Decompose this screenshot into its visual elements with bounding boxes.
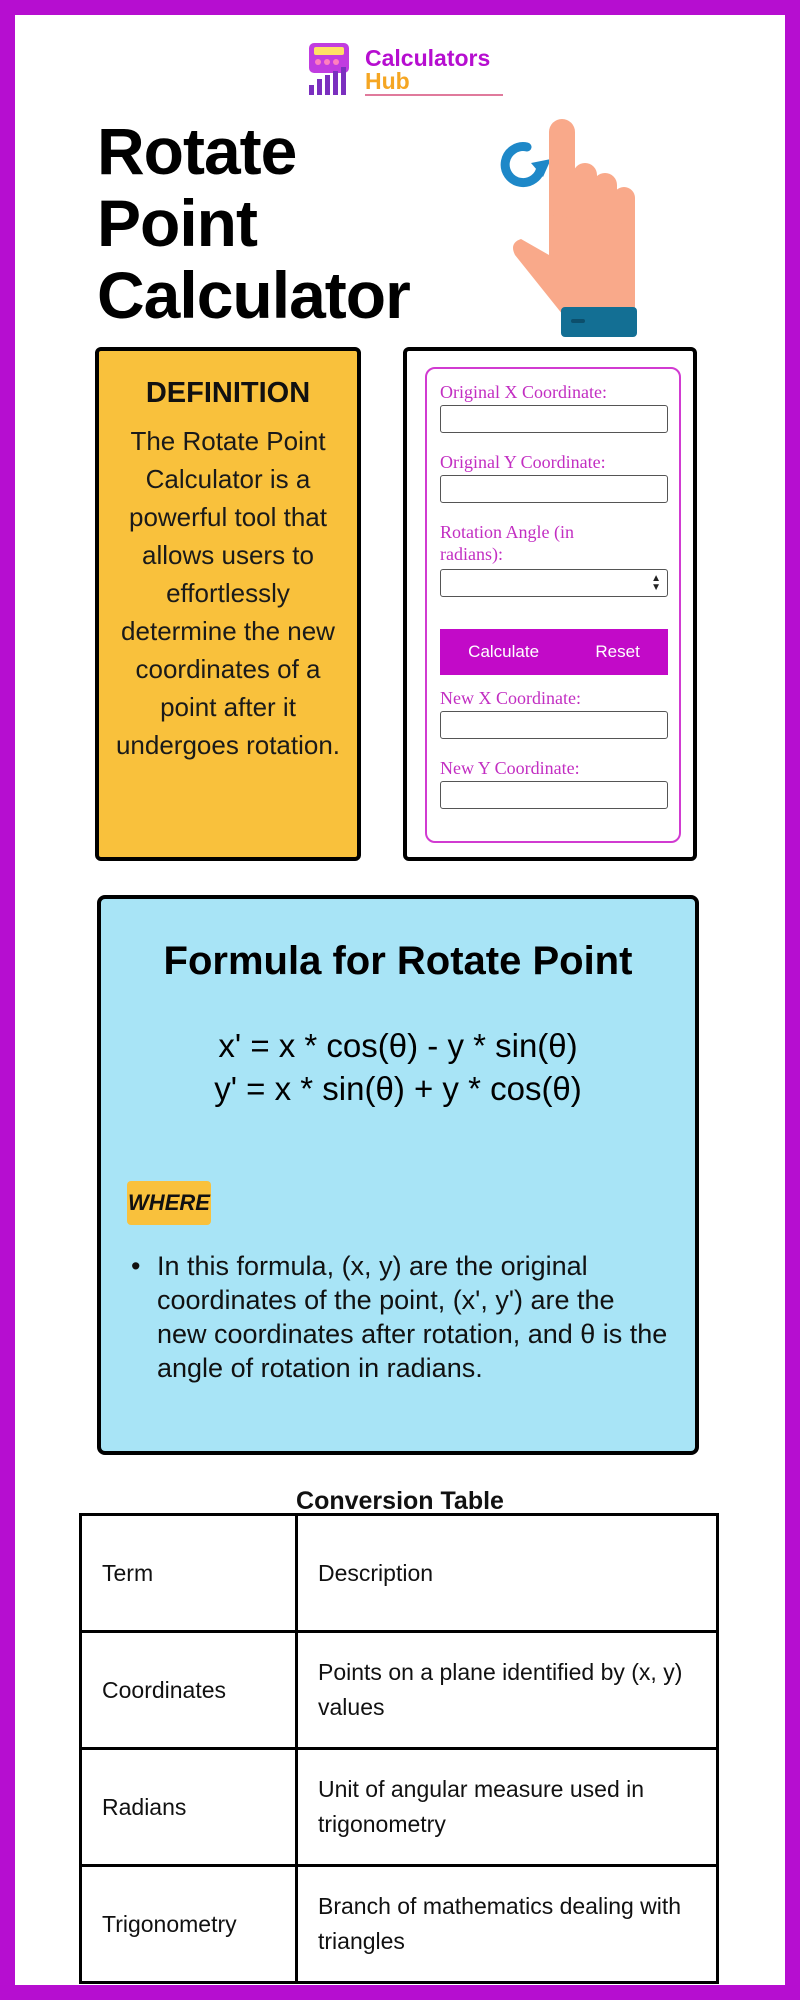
- table-heading: Conversion Table: [296, 1487, 504, 1515]
- table-cell: Points on a plane identified by (x, y) values: [297, 1632, 718, 1749]
- calculator-form: [425, 367, 681, 843]
- table-cell: Branch of mathematics dealing with triangles: [297, 1866, 718, 1983]
- new-y-output[interactable]: [440, 781, 668, 809]
- table-cell: Trigonometry: [81, 1866, 297, 1983]
- original-y-input[interactable]: [440, 475, 668, 503]
- table-cell: Term: [81, 1515, 297, 1632]
- table-row: [81, 1632, 718, 1749]
- table-cell: Unit of angular measure used in trigonometry: [297, 1749, 718, 1866]
- page-title-line1: Rotate: [97, 114, 297, 188]
- brand-name: [365, 47, 490, 93]
- definition-text: The Rotate Point Calculator is a powerful tool that allows users to effortlessly determine the new coordinates of a point after it undergoes rotation.: [115, 426, 341, 760]
- table-row: [81, 1866, 718, 1983]
- original-x-label: Original X Coordinate:: [440, 382, 607, 402]
- table-cell: Description: [297, 1515, 718, 1632]
- table-cell: Coordinates: [81, 1632, 297, 1749]
- formula-explanation-list: [131, 1249, 671, 1385]
- calculator-button-bar: [440, 629, 668, 675]
- page: [15, 15, 785, 1985]
- table-row: [81, 1515, 718, 1632]
- formula-heading: Formula for Rotate Point: [163, 939, 633, 983]
- rotate-hand-icon: [475, 115, 655, 355]
- new-x-output[interactable]: [440, 711, 668, 739]
- brand-underline: [365, 94, 503, 96]
- original-y-label: Original Y Coordinate:: [440, 452, 606, 472]
- rotation-angle-label: Rotation Angle (in radians):: [440, 522, 574, 564]
- formula-equations: [101, 1024, 695, 1110]
- formula-card: [97, 895, 699, 1455]
- reset-button[interactable]: Reset: [595, 642, 640, 661]
- number-spinner-icon[interactable]: ▲ ▼: [651, 573, 661, 593]
- definition-card: [95, 347, 361, 861]
- brand-name-line2: Hub: [365, 68, 410, 94]
- brand-name-line1: Calculators: [365, 45, 491, 71]
- page-title: [97, 115, 410, 331]
- calculate-button[interactable]: Calculate: [468, 642, 540, 661]
- chart-logo-icon: [305, 39, 355, 99]
- page-title-line2: Point: [97, 186, 257, 260]
- conversion-table: [79, 1513, 719, 1984]
- new-y-label: New Y Coordinate:: [440, 758, 580, 778]
- where-badge: WHERE: [127, 1181, 211, 1225]
- formula-equation-x: x' = x * cos(θ) - y * sin(θ): [218, 1027, 578, 1064]
- table-cell: Radians: [81, 1749, 297, 1866]
- new-x-label: New X Coordinate:: [440, 688, 581, 708]
- definition-heading: DEFINITION: [145, 377, 311, 409]
- original-x-input[interactable]: [440, 405, 668, 433]
- brand-logo[interactable]: [305, 39, 505, 103]
- formula-equation-y: y' = x * sin(θ) + y * cos(θ): [214, 1070, 582, 1107]
- page-title-line3: Calculator: [97, 258, 410, 332]
- rotation-angle-input[interactable]: [440, 569, 668, 597]
- calculator-card: [403, 347, 697, 861]
- table-row: [81, 1749, 718, 1866]
- formula-explanation: • In this formula, (x, y) are the original coordinates of the point, (x', y') are the new coordinates after rotation, and θ is the angle of rotation in radians.: [131, 1249, 671, 1385]
